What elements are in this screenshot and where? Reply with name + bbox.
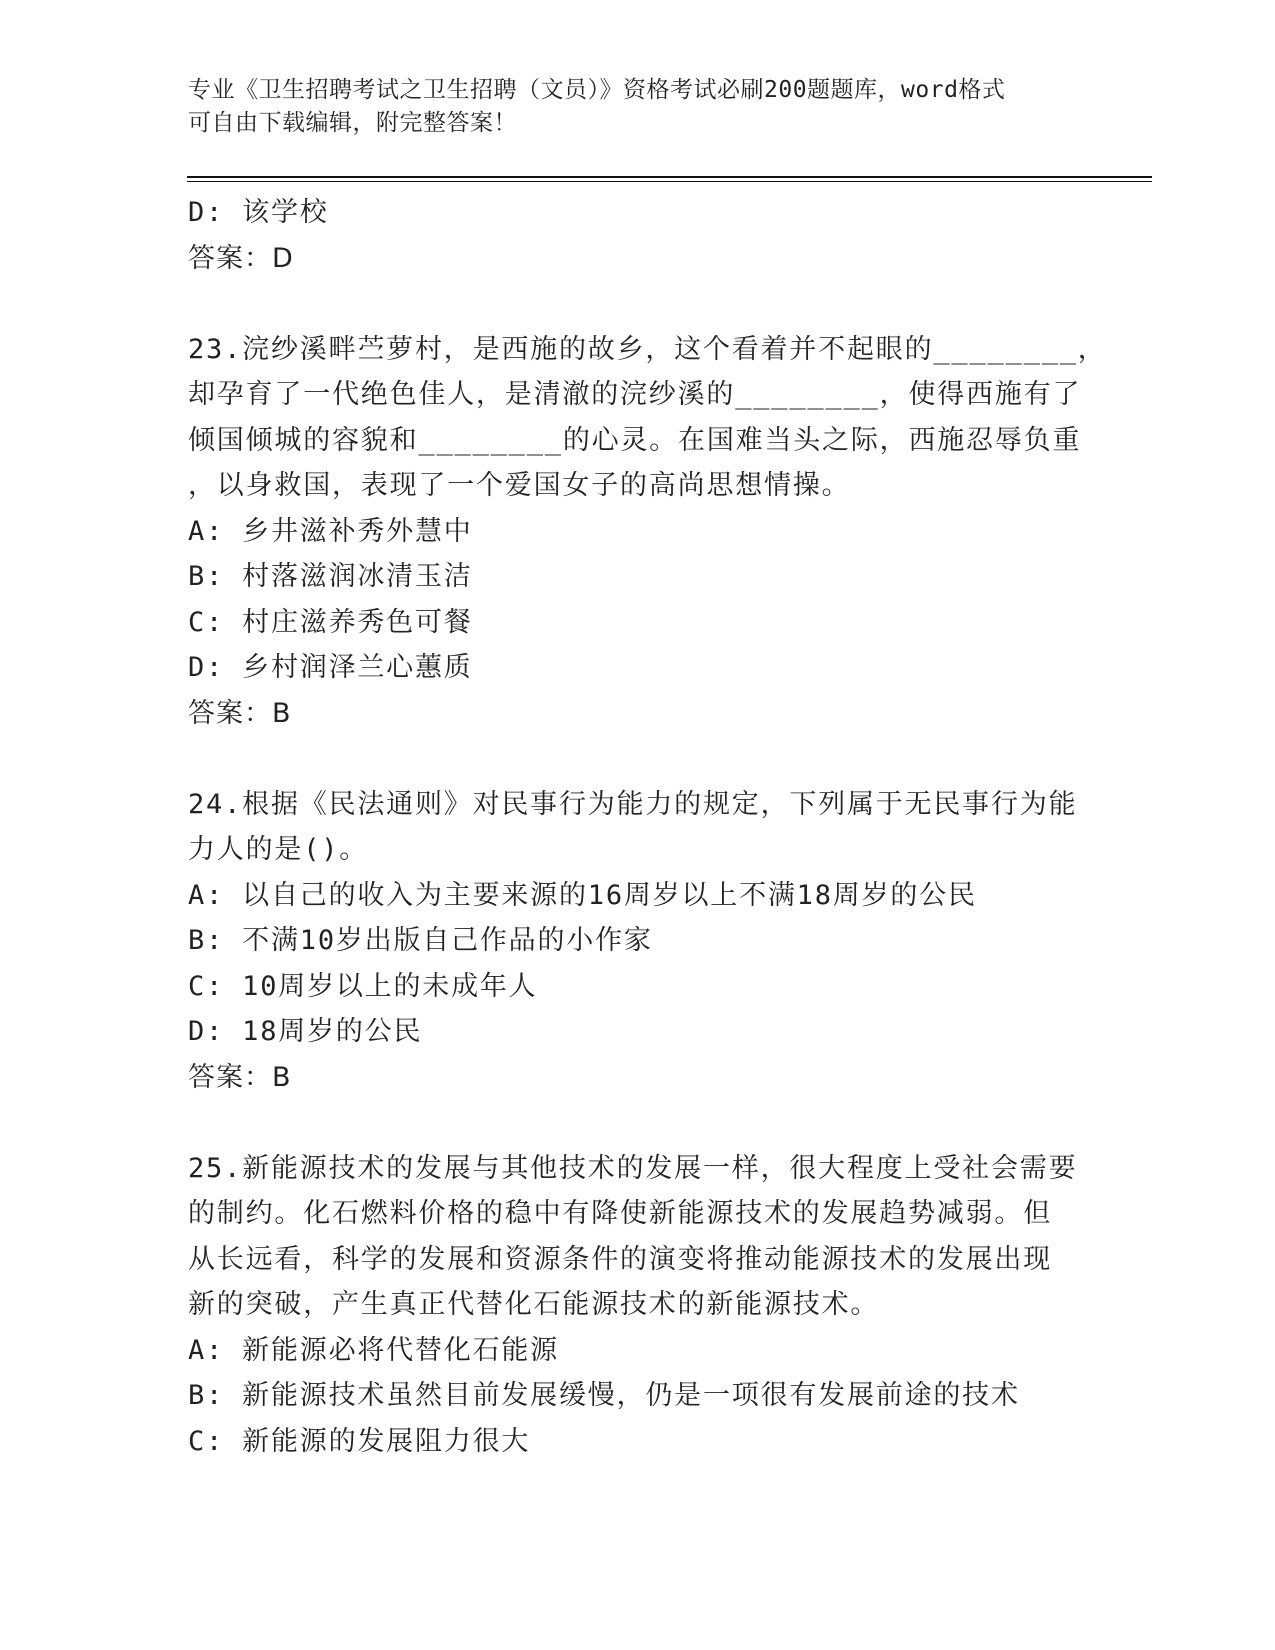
question-24-answer: 答案：B (188, 1061, 292, 1093)
question-25-option-c: C: 新能源的发展阻力很大 (188, 1425, 531, 1457)
question-23-line: 23.浣纱溪畔苎萝村，是西施的故乡，这个看着并不起眼的________， (188, 333, 1107, 365)
question-23-answer: 答案：B (188, 697, 292, 729)
question-24-option-b: B: 不满10岁出版自己作品的小作家 (188, 925, 653, 956)
prev-answer: 答案：D (188, 242, 294, 274)
question-23-option-c: C: 村庄滋养秀色可餐 (188, 606, 473, 638)
question-24-option-a: A: 以自己的收入为主要来源的16周岁以上不满18周岁的公民 (188, 879, 977, 911)
question-24-option-c: C: 10周岁以上的未成年人 (188, 970, 538, 1002)
spacer (188, 736, 1088, 782)
question-24-option-d: D: 18周岁的公民 (188, 1016, 423, 1047)
header-rule-thick (187, 176, 1152, 178)
question-25-option-b: B: 新能源技术虽然目前发展缓慢，仍是一项很有发展前途的技术 (188, 1380, 1020, 1411)
question-23 (188, 327, 1107, 737)
question-25-line: 25.新能源技术的发展与其他技术的发展一样，很大程度上受社会需要 (188, 1152, 1078, 1184)
question-23-option-a: A: 乡井滋补秀外慧中 (188, 515, 473, 547)
question-24-line: 力人的是()。 (188, 834, 369, 865)
question-25 (188, 1146, 1088, 1465)
spacer (188, 1100, 1088, 1146)
question-23-option-b: B: 村落滋润冰清玉洁 (188, 561, 473, 592)
question-23-line: 倾国倾城的容貌和________的心灵。在国难当头之际，西施忍辱负重 (188, 424, 1082, 456)
question-24 (188, 782, 1088, 1101)
question-25-line: 从长远看，科学的发展和资源条件的演变将推动能源技术的发展出现 (188, 1243, 1052, 1275)
question-25-option-a: A: 新能源必将代替化石能源 (188, 1334, 559, 1366)
question-23-option-d: D: 乡村润泽兰心蕙质 (188, 652, 473, 683)
page-header (188, 74, 1068, 140)
prev-option-d: D: 该学校 (188, 197, 329, 228)
document-body (188, 190, 1107, 1464)
question-23-line: ，以身救国，表现了一个爱国女子的高尚思想情操。 (188, 470, 851, 501)
question-23-line: 却孕育了一代绝色佳人，是清澈的浣纱溪的________，使得西施有了 (188, 379, 1082, 410)
question-25-line: 新的突破，产生真正代替化石能源技术的新能源技术。 (188, 1289, 880, 1320)
header-line-2: 可自由下载编辑，附完整答案！ (188, 110, 517, 136)
header-rule-thin (187, 181, 1152, 182)
question-25-line: 的制约。化石燃料价格的稳中有降使新能源技术的发展趋势减弱。但 (188, 1198, 1052, 1229)
question-24-line: 24.根据《民法通则》对民事行为能力的规定，下列属于无民事行为能 (188, 788, 1078, 820)
spacer (188, 281, 1088, 327)
header-line-1: 专业《卫生招聘考试之卫生招聘（文员）》资格考试必刷200题题库，word格式 (188, 77, 1006, 103)
